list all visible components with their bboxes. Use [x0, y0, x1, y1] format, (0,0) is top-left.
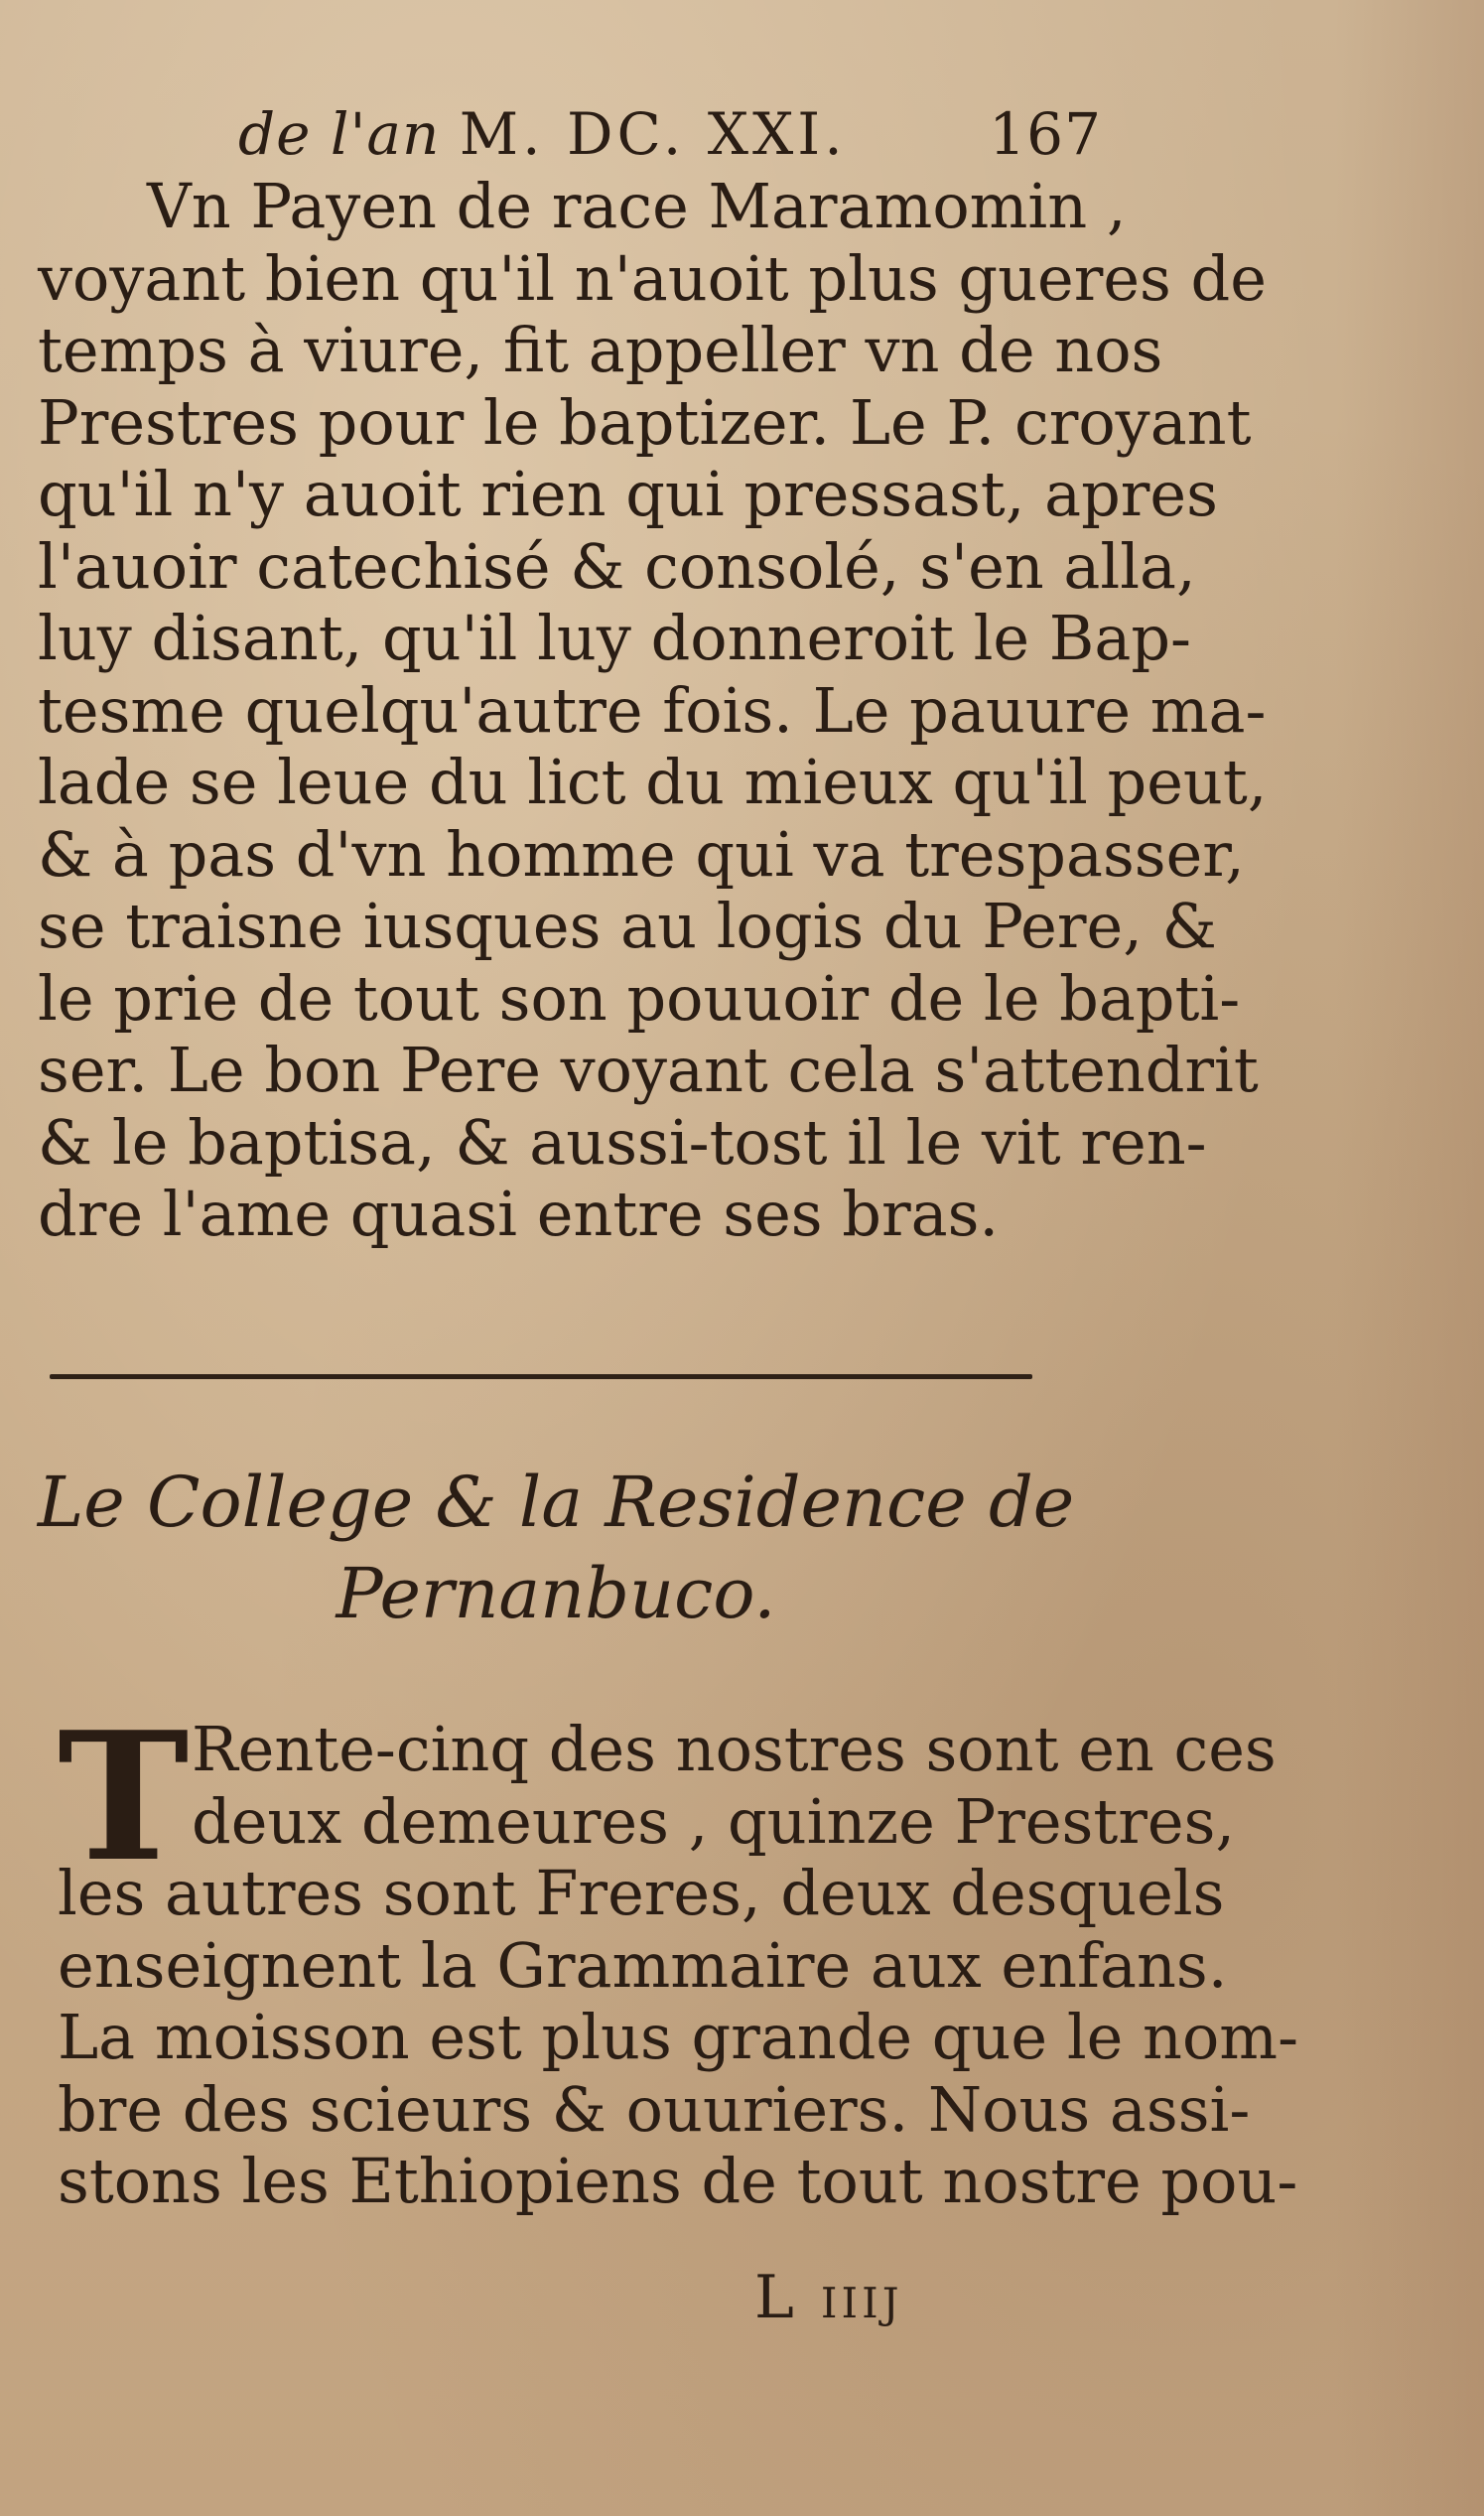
section-heading-line1: Le College & la Residence de: [37, 1462, 1075, 1543]
text-line: Vn Payen de race Maramomin ,: [147, 170, 1127, 242]
text-line: La moisson est plus grande que le nom-: [58, 2001, 1299, 2073]
text-line: le prie de tout son pouuoir de le bapti-: [38, 961, 1241, 1035]
text-line: & le baptisa, & aussi-tost il le vit ren-: [38, 1105, 1207, 1179]
section-divider-rule: [50, 1374, 1032, 1379]
text-line: bre des scieurs & ouuriers. Nous assi-: [58, 2072, 1251, 2146]
text-line: dre l'ame quasi entre ses bras.: [38, 1178, 1000, 1250]
text-line: & à pas d'vn homme qui va trespasser,: [38, 817, 1245, 891]
text-line: ser. Le bon Pere voyant cela s'attendrit: [38, 1034, 1259, 1106]
section-heading-line2: Pernanbuco.: [336, 1553, 776, 1634]
text-line: lade se leue du lict du mieux qu'il peut,: [38, 746, 1268, 818]
text-line: Rente-cinq des nostres sont en ces: [192, 1713, 1277, 1785]
running-head-title: [238, 94, 847, 174]
page-edge-shading: [1335, 0, 1484, 2516]
text-line: qu'il n'y auoit rien qui pressast, apres: [38, 458, 1218, 530]
text-line: se traisne iusques au logis du Pere, &: [38, 890, 1217, 962]
running-head-prefix: de l'an: [238, 100, 460, 168]
text-line: les autres sont Freres, deux desquels: [58, 1857, 1225, 1929]
text-line: tesme quelqu'autre fois. Le pauure ma-: [38, 673, 1267, 747]
running-head: [238, 94, 1112, 174]
text-line: luy disant, qu'il luy donneroit le Bap-: [38, 602, 1191, 674]
paragraph-baptism-story: [38, 170, 1268, 1251]
drop-cap-letter: T: [58, 1693, 190, 1900]
text-line: deux demeures , quinze Prestres,: [192, 1784, 1236, 1858]
text-line: l'auoir catechisé & consolé, s'en alla,: [38, 529, 1196, 603]
page-number: 167: [989, 100, 1102, 168]
text-line: Prestres pour le baptizer. Le P. croyant: [38, 385, 1252, 459]
text-line: stons les Ethiopiens de tout nostre pou-: [58, 2145, 1298, 2217]
text-line: enseignent la Grammaire aux enfans.: [58, 1928, 1228, 2002]
signature-mark: L iiij: [754, 2263, 903, 2332]
paragraph-college-pernanbuco: [58, 1693, 1299, 2218]
text-line: voyant bien qu'il n'auoit plus gueres de: [38, 241, 1267, 315]
running-head-year: M. DC. XXI.: [459, 100, 847, 168]
text-line: temps à viure, fit appeller vn de nos: [38, 314, 1163, 386]
